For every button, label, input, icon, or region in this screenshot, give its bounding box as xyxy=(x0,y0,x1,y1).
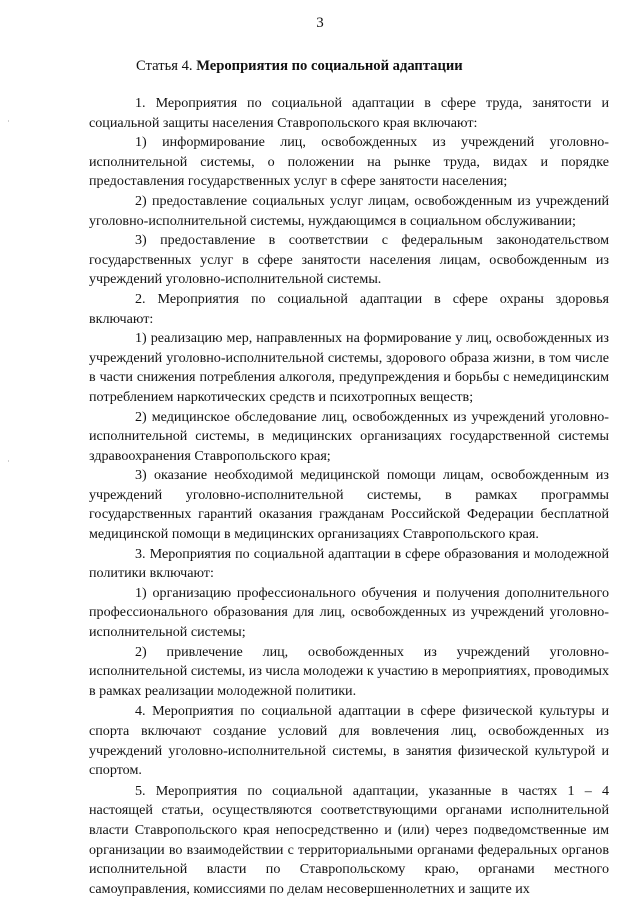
article-title: Мероприятия по социальной адаптации xyxy=(196,58,463,74)
article-number: Статья 4. xyxy=(136,58,197,74)
paragraph-part-3: 3. Мероприятия по социальной адаптации в сфере образования и молодежной политики включают: xyxy=(89,545,609,582)
page-number: 3 xyxy=(316,15,324,31)
paragraph-part-2: 2. Мероприятия по социальной адаптации в сфере охраны здоровья включают: xyxy=(89,290,609,327)
paragraph-part-3-item-1: 1) организацию профессионального обучения и получения дополнительного профессионального образования для лиц, освобожденных из учреждений уголовно-исполнительной системы; xyxy=(89,584,609,641)
paragraph-part-4: 4. Мероприятия по социальной адаптации в сфере физической культуры и спорта включают создание условий для вовлечения лиц, освобожденных из учреждений уголовно-исполнительной системы, в занятия физической культурой и спортом. xyxy=(89,703,609,779)
article-heading xyxy=(136,57,463,75)
scan-edge-mark xyxy=(8,120,9,122)
paragraph-part-2-item-1: 1) реализацию мер, направленных на формирование у лиц, освобожденных из учреждений уголовно-исполнительной системы, здорового образа жизни, в том числе в части снижения потребления алкоголя, предупреждения и борьбы с немедицинским потреблением наркотических средств и психотропных веществ; xyxy=(89,330,609,405)
paragraph-part-5: 5. Мероприятия по социальной адаптации, указанные в частях 1 – 4 настоящей статьи, осуществляются соответствующими органами исполнительной власти Ставропольского края непосредственно и (или) через подведомственные им организации во взаимодействии с территориальными органами федеральных органов исполнительной власти по Ставропольскому краю, органами местного самоуправления, комиссиями по делам несовершеннолетних и защите их xyxy=(89,782,609,897)
paragraph-part-2-item-3: 3) оказание необходимой медицинской помощи лицам, освобожденным из учреждений уголовно-исполнительной системы, в рамках программы государственных гарантий оказания гражданам Российской Федерации бесплатной медицинской помощи в медицинских организациях Ставропольского края. xyxy=(89,467,609,543)
paragraph-part-1-item-2: 2) предоставление социальных услуг лицам, освобожденным из учреждений уголовно-исполнительной системы, нуждающимся в социальном обслуживании; xyxy=(89,192,609,229)
scan-edge-mark xyxy=(8,460,9,462)
paragraph-part-1: 1. Мероприятия по социальной адаптации в сфере труда, занятости и социальной защиты населения Ставропольского края включают: xyxy=(89,95,609,131)
paragraph-part-2-item-2: 2) медицинское обследование лиц, освобожденных из учреждений уголовно-исполнительной системы, в медицинских организациях государственной системы здравоохранения Ставропольского края; xyxy=(89,408,609,464)
paragraph-part-3-item-2: 2) привлечение лиц, освобожденных из учреждений уголовно-исполнительной системы, из числа молодежи к участию в мероприятиях, проводимых в рамках реализации молодежной политики. xyxy=(89,643,609,699)
paragraph-part-1-item-1: 1) информирование лиц, освобожденных из учреждений уголовно-исполнительной системы, о положении на рынке труда, видах и порядке предоставления государственных услуг в сфере занятости населения; xyxy=(89,134,609,190)
article-body xyxy=(89,94,609,899)
paragraph-part-1-item-3: 3) предоставление в соответствии с федеральным законодательством государственных услуг в сфере занятости населения лицам, освобожденным из учреждений уголовно-исполнительной системы. xyxy=(89,232,609,288)
